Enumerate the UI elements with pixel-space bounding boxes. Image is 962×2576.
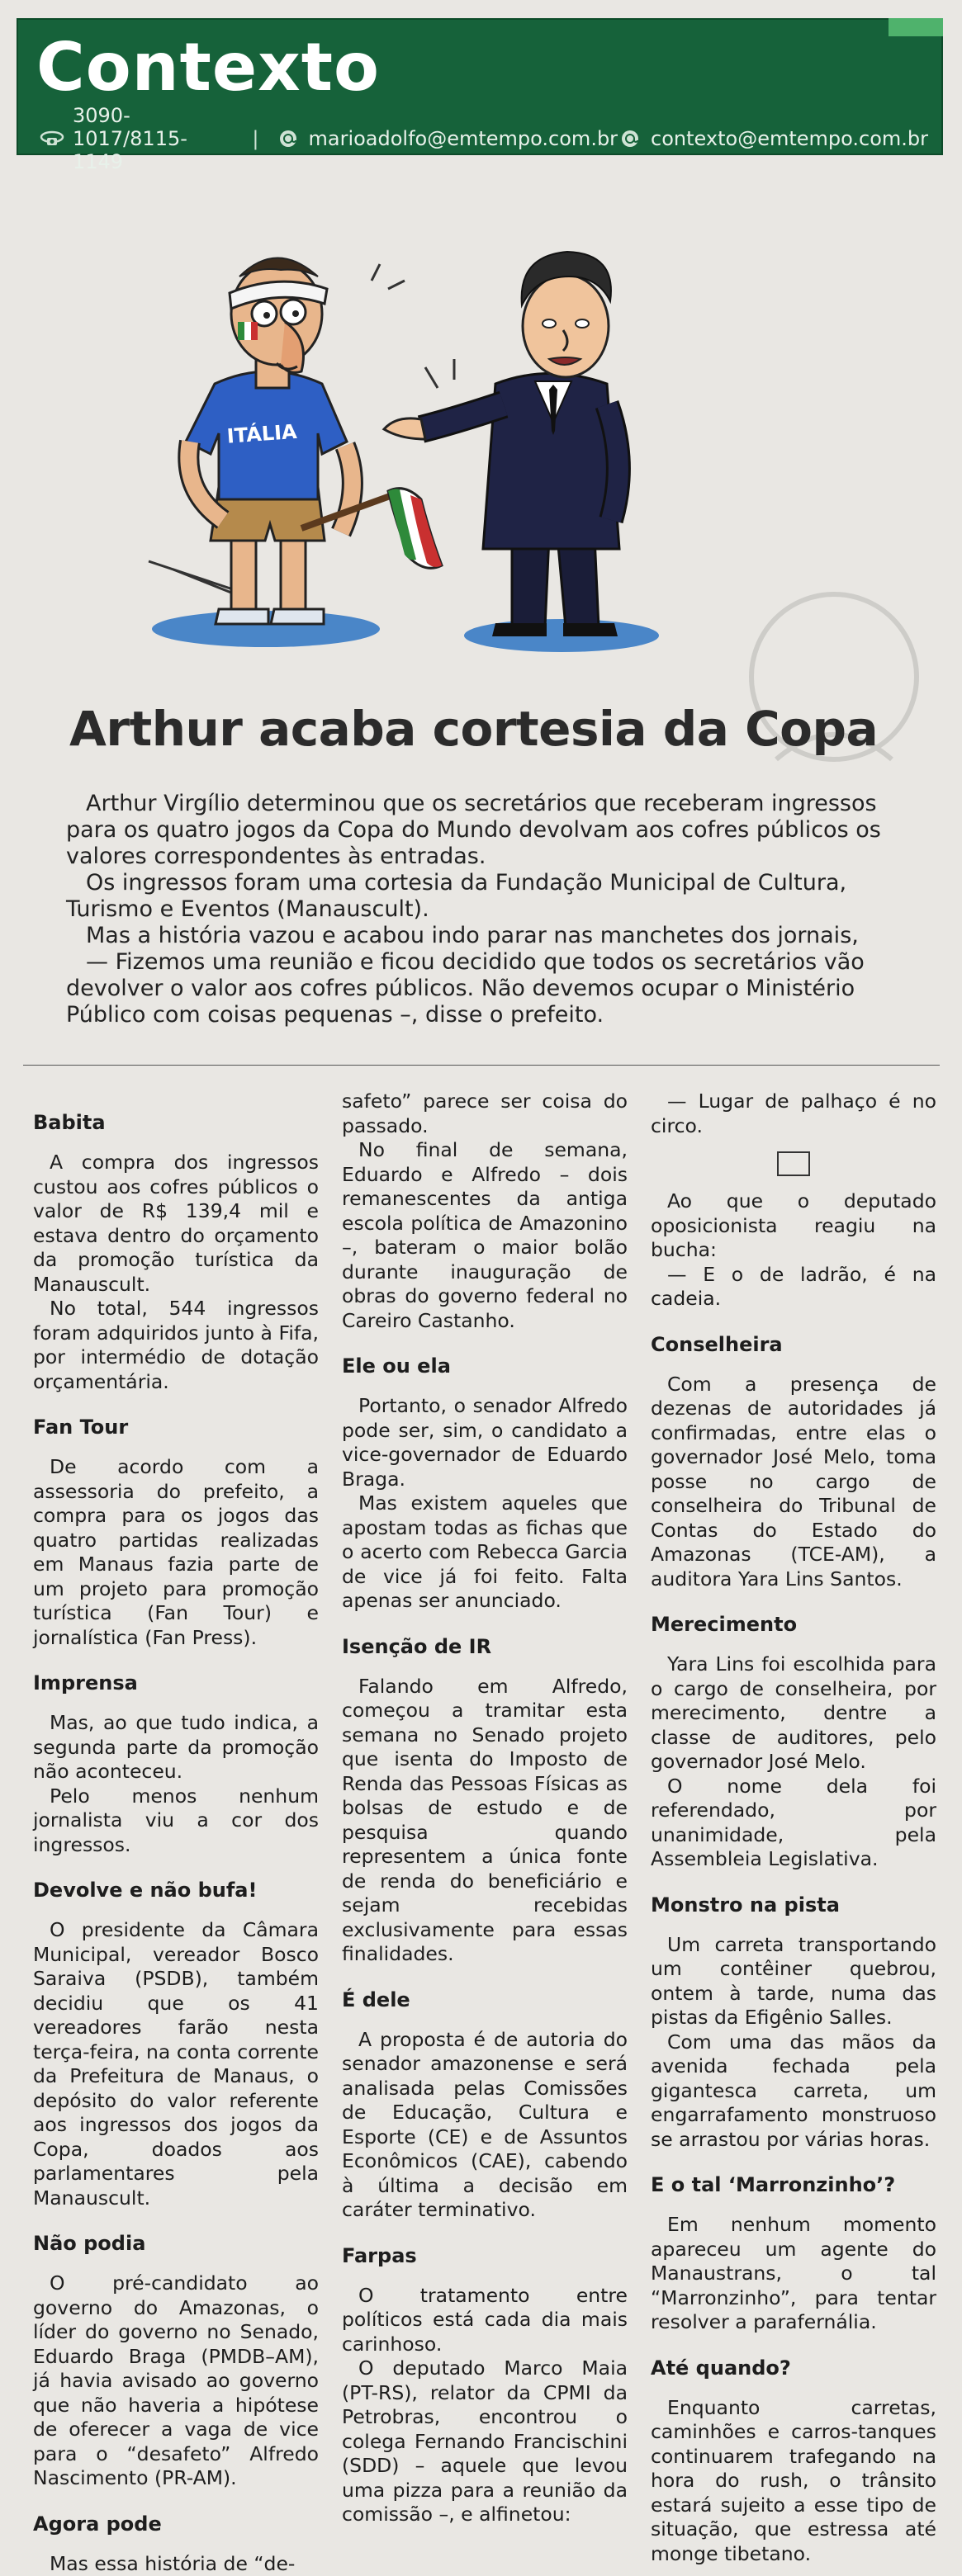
section-title: Contexto bbox=[36, 35, 380, 101]
lead-paragraph: — Fizemos uma reunião e ficou decidido que todos os secretários vão devolver o valor aos cofres públicos. Não devemos ocupar o Ministério Público com coisas pequenas –, disse o prefeito. bbox=[66, 949, 917, 1028]
note-paragraph: Com a presença de dezenas de autoridades já confirmadas, entre elas o governador José Melo, toma posse no cargo de conselheira do Tribunal de Contas do Estado do Amazonas (TCE-AM), a auditora Yara Lins Santos. bbox=[651, 1373, 936, 1592]
column-2 bbox=[342, 1089, 628, 2576]
note-paragraph: A compra dos ingressos custou aos cofres públicos o valor de R$ 139,4 mil e estava dentro do orçamento da promoção turística da Manauscult. bbox=[33, 1151, 319, 1297]
editorial-cartoon bbox=[140, 206, 735, 660]
bleedthrough-ghost bbox=[727, 578, 941, 792]
note-paragraph: De acordo com a assessoria do prefeito, a compra para os jogos das quatro partidas realizadas em Manaus fazia parte de um projeto para promoção turística (Fan Tour) e jornalística (Fan Press). bbox=[33, 1455, 319, 1650]
section-divider bbox=[23, 1065, 940, 1066]
note-paragraph: Yara Lins foi escolhida para o cargo de conselheira, por merecimento, dentre a classe de auditores, pelo governador José Melo. bbox=[651, 1652, 936, 1775]
note-paragraph: Pelo menos nenhum jornalista viu a cor dos ingressos. bbox=[33, 1784, 319, 1858]
note-paragraph: O nome dela foi referendado, por unanimidade, pela Assembleia Legislativa. bbox=[651, 1775, 936, 1872]
phone-icon bbox=[40, 130, 64, 148]
article-headline: Arthur acaba cortesia da Copa bbox=[69, 703, 895, 756]
note-heading: Agora pode bbox=[33, 2512, 319, 2536]
notes-columns bbox=[33, 1089, 950, 2542]
note-paragraph: A proposta é de autoria do senador amazonense e será analisada pelas Comissões de Educação, Cultura e Esporte (CE) e de Assuntos Econômicos (CAE), cabendo à última a decisão em caráter terminativo. bbox=[342, 2028, 628, 2223]
note-paragraph: Portanto, o senador Alfredo pode ser, sim, o candidato a vice-governador de Eduardo Braga. bbox=[342, 1394, 628, 1491]
column-3 bbox=[651, 1089, 936, 2576]
note-paragraph: No final de semana, Eduardo e Alfredo – dois remanescentes da antiga escola política de Amazonino –, bateram o maior bolão durante inauguração de obras do governo federal no Careiro Castanho. bbox=[342, 1138, 628, 1333]
contact-phone bbox=[40, 104, 235, 173]
note-paragraph: Enquanto carretas, caminhões e carros-tanques continuarem trafegando na hora do rush, o trânsito estará sujeito a esse tipo de situação, que estressa até monge tibetano. bbox=[651, 2396, 936, 2567]
note-heading: É dele bbox=[342, 1988, 628, 2011]
note-paragraph: Mas existem aqueles que apostam todas as fichas que o acerto com Rebecca Garcia de vice já foi feito. Falta apenas ser anunciado. bbox=[342, 1491, 628, 1614]
note-heading: Até quando? bbox=[651, 2356, 936, 2380]
shirt-text: ITÁLIA bbox=[226, 419, 298, 448]
note-heading: Farpas bbox=[342, 2244, 628, 2267]
lead-paragraph: Arthur Virgílio determinou que os secretários que receberam ingressos para os quatro jogos da Copa do Mundo devolvam aos cofres públicos os valores correspondentes às entradas. bbox=[66, 791, 917, 870]
note-paragraph: Falando em Alfredo, começou a tramitar esta semana no Senado projeto que isenta do Imposto de Renda das Pessoas Físicas as bolsas de estudo e de pesquisa quando representem a única fonte de renda do beneficiário e sejam recebidas exclusivamente para essas finalidades. bbox=[342, 1675, 628, 1967]
note-heading: Merecimento bbox=[651, 1613, 936, 1636]
contact-separator: | bbox=[252, 127, 258, 150]
note-heading: Imprensa bbox=[33, 1671, 319, 1694]
separator-box bbox=[777, 1151, 810, 1176]
note-paragraph: Com uma das mãos da avenida fechada pela gigantesca carreta, um engarrafamento monstruoso se arrastou por várias horas. bbox=[651, 2030, 936, 2153]
column-1 bbox=[33, 1089, 319, 2576]
lead-paragraph: Mas a história vazou e acabou indo parar nas manchetes dos jornais, bbox=[66, 923, 917, 949]
note-paragraph: — E o de ladrão, é na cadeia. bbox=[651, 1263, 936, 1312]
note-paragraph: Mas, ao que tudo indica, a segunda parte da promoção não aconteceu. bbox=[33, 1711, 319, 1784]
note-heading: E o tal ‘Marronzinho’? bbox=[651, 2173, 936, 2196]
note-paragraph: Mas essa história de “de- bbox=[33, 2552, 319, 2576]
note-paragraph: O tratamento entre políticos está cada dia mais carinhoso. bbox=[342, 2284, 628, 2357]
note-heading: Babita bbox=[33, 1111, 319, 1134]
phone-number: 3090-1017/8115-1149 bbox=[73, 104, 235, 173]
note-paragraph: safeto” parece ser coisa do passado. bbox=[342, 1089, 628, 1138]
note-paragraph: Um carreta transportando um contêiner quebrou, ontem à tarde, numa das pistas da Efigênio Salles. bbox=[651, 1933, 936, 2030]
note-heading: Conselheira bbox=[651, 1333, 936, 1356]
note-heading: Devolve e não bufa! bbox=[33, 1879, 319, 1902]
header-contacts bbox=[40, 127, 928, 150]
section-header bbox=[17, 18, 943, 155]
email-icon bbox=[618, 130, 642, 148]
note-paragraph: O pré-candidato ao governo do Amazonas, o líder do governo no Senado, Eduardo Braga (PMDB–AM), já havia avisado ao governo que não haveria a hipótese de oferecer a vaga de vice para o “desafeto” Alfredo Nascimento (PR-AM). bbox=[33, 2271, 319, 2491]
note-paragraph: O presidente da Câmara Municipal, vereador Bosco Saraiva (PSDB), também decidiu que os 41 vereadores farão nesta terça-feira, na conta corrente da Prefeitura de Manaus, o depósito do valor referente aos ingressos dos jogos da Copa, doados aos parlamentares pela Manauscult. bbox=[33, 1918, 319, 2210]
article-lead bbox=[66, 791, 917, 1028]
email-icon bbox=[276, 130, 301, 148]
note-paragraph: Ao que o deputado oposicionista reagiu na bucha: bbox=[651, 1189, 936, 1263]
note-heading: Não podia bbox=[33, 2232, 319, 2255]
email-address-1[interactable]: marioadolfo@emtempo.com.br bbox=[309, 127, 618, 150]
contact-email-2[interactable] bbox=[618, 127, 928, 150]
email-address-2[interactable]: contexto@emtempo.com.br bbox=[651, 127, 928, 150]
note-heading: Isenção de IR bbox=[342, 1635, 628, 1658]
note-paragraph: Em nenhum momento apareceu um agente do Manaustrans, o tal “Marronzinho”, para tentar resolver a parafernália. bbox=[651, 2213, 936, 2335]
note-heading: Ele ou ela bbox=[342, 1354, 628, 1378]
contact-email-1[interactable] bbox=[276, 127, 618, 150]
header-accent-block bbox=[889, 18, 943, 36]
note-paragraph: O deputado Marco Maia (PT-RS), relator da CPMI da Petrobras, encontrou o colega Fernando Francischini (SDD) – aquele que levou uma pizza para a reunião da comissão –, e alfinetou: bbox=[342, 2356, 628, 2527]
cartoon-figure-fan bbox=[186, 258, 442, 625]
note-heading: Monstro na pista bbox=[651, 1893, 936, 1917]
note-paragraph: No total, 544 ingressos foram adquiridos junto à Fifa, por intermédio de dotação orçamentária. bbox=[33, 1297, 319, 1394]
note-paragraph: — Lugar de palhaço é no circo. bbox=[651, 1089, 936, 1138]
lead-paragraph: Os ingressos foram uma cortesia da Fundação Municipal de Cultura, Turismo e Eventos (Manauscult). bbox=[66, 870, 917, 923]
note-heading: Fan Tour bbox=[33, 1416, 319, 1439]
cartoon-figure-politician bbox=[384, 252, 619, 636]
